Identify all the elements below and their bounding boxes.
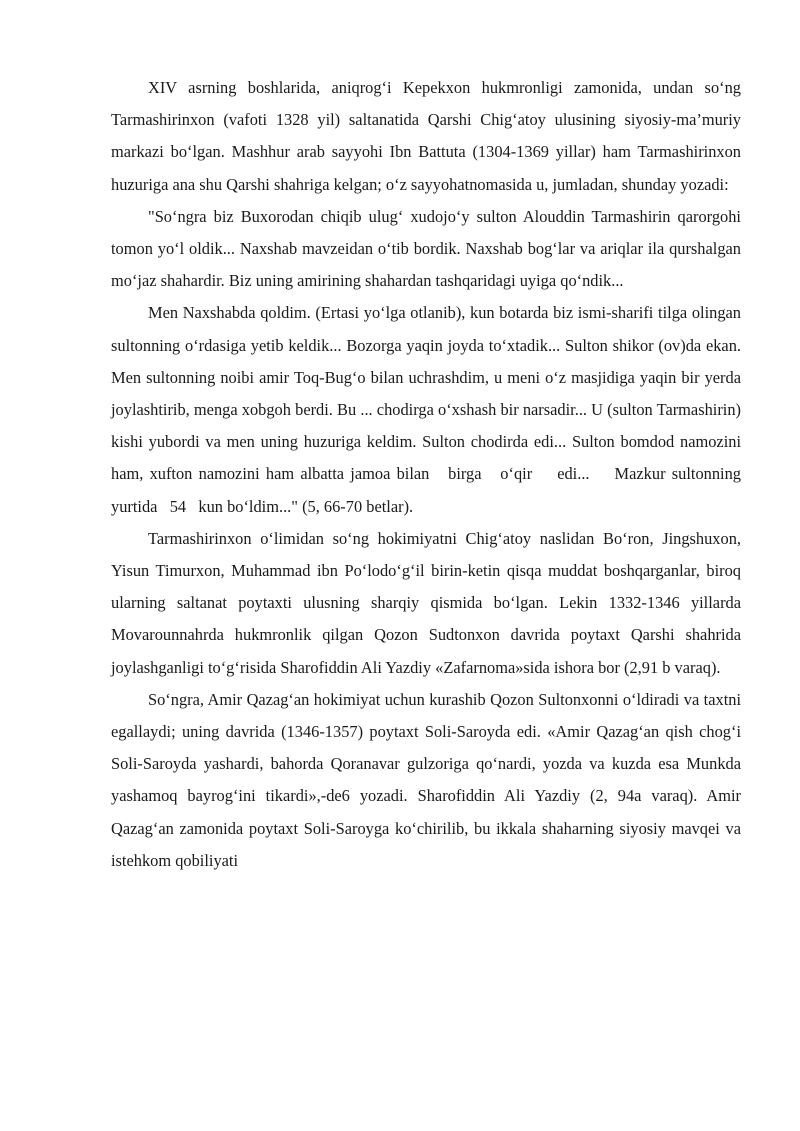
- document-body: [111, 72, 750, 877]
- paragraph-4: Tarmashirinxon o‘limidan so‘ng hokimiyatni Chig‘atoy naslidan Bo‘ron, Jingshuxon, Yisun Timurxon, Muhammad ibn Po‘lodo‘g‘il birin-ketin qisqa muddat boshqarganlar, biroq ularning saltanat poytaxti ulusning sharqiy qismida bo‘lgan. Lekin 1332-1346 yillarda Movarounnahrda hukmronlik qilgan Qozon Sudtonxon davrida poytaxt Qarshi shahrida joylashganligi to‘g‘risida Sharofiddin Ali Yazdiy «Zafarnoma»sida ishora bor (2,91 b varaq).: [111, 528, 741, 677]
- paragraph-5: So‘ngra, Amir Qazag‘an hokimiyat uchun kurashib Qozon Sultonxonni o‘ldiradi va taxtni egallaydi; uning davrida (1346-1357) poytaxt Soli-Saroyda edi. «Amir Qazag‘an qish chog‘i Soli-Saroyda yashardi, bahorda Qoranavar gulzoriga qo‘nardi, yozda va kuzda esa Munkda yashamoq bayrog‘ini tikardi»,-de6 yozadi. Sharofiddin Ali Yazdiy (2, 94a varaq). Amir Qazag‘an zamonida poytaxt Soli-Saroyga ko‘chirilib, bu ikkala shaharning siyosiy mavqei va istehkom qobiliyati: [111, 689, 741, 870]
- paragraph-1: XIV asrning boshlarida, aniqrog‘i Kepekxon hukmronligi zamonida, undan so‘ng Tarmashirinxon (vafoti 1328 yil) saltanatida Qarshi Chig‘atoy ulusining siyosiy-ma’muriy markazi bo‘lgan. Mashhur arab sayyohi Ibn Battuta (1304-1369 yillar) ham Tarmashirinxon huzuriga ana shu Qarshi shahriga kelgan; o‘z sayyohatnomasida u, jumladan, shunday yozadi:: [111, 78, 741, 194]
- paragraph-3: Men Naxshabda qoldim. (Ertasi yo‘lga otlanib), kun botarda biz ismi-sharifi tilga olingan sultonning o‘rdasiga yetib keldik... Bozorga yaqin joyda to‘xtadik... Sulton shikor (ov)da ekan. Men sultonning noibi amir Toq-Bug‘o bilan uchrashdim, u meni o‘z masjidiga yaqin bir yerda joylashtirib, menga xobgoh berdi. Bu ... chodirga o‘xshash bir narsadir... U (sulton Tarmashirin) kishi yubordi va men uning huzuriga keldim. Sulton chodirda edi... Sulton bomdod namozini ham, xufton namozini ham albatta jamoa bilan birga o‘qir edi... Mazkur sultonning yurtida 54 kun bo‘ldim..." (5, 66-70 betlar).: [111, 303, 750, 516]
- paragraph-2: "So‘ngra biz Buxorodan chiqib ulug‘ xudojo‘y sulton Alouddin Tarmashirin qarorgohi tomon yo‘l oldik... Naxshab mavzeidan o‘tib bordik. Naxshab bog‘lar va ariqlar ila qurshalgan mo‘jaz shahardir. Biz uning amirining shahardan tashqaridagi uyiga qo‘ndik...: [111, 206, 741, 291]
